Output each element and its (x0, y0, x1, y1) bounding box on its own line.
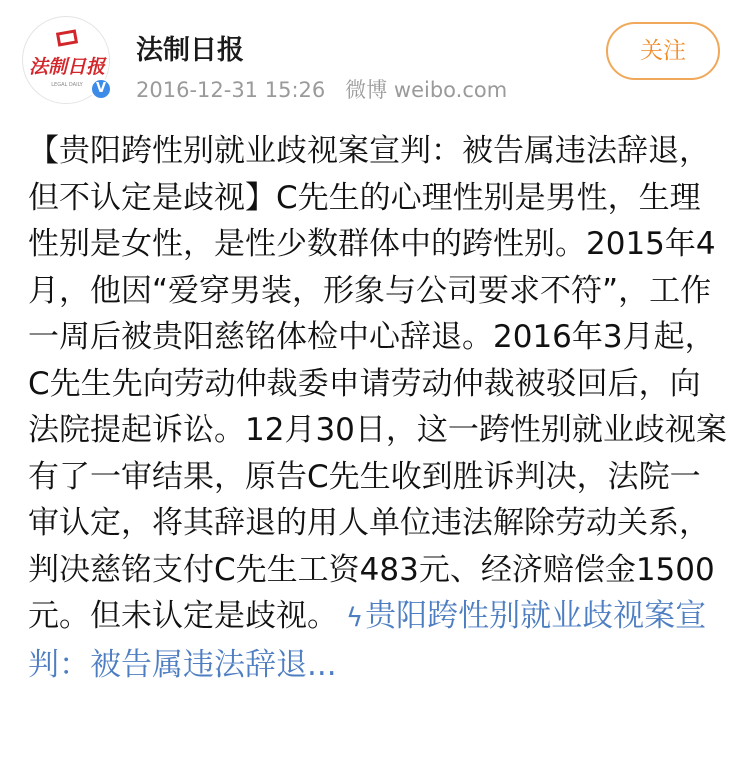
post-header (0, 0, 750, 118)
verified-badge-icon: V (90, 78, 112, 100)
post-source: 微博 weibo.com (345, 78, 508, 102)
svg-text:LEGAL DAILY: LEGAL DAILY (51, 82, 83, 88)
post-body (28, 128, 728, 688)
post-text: 【贵阳跨性别就业歧视案宣判：被告属违法辞退，但不认定是歧视】C先生的心理性别是男性，生理性别是女性，是性少数群体中的跨性别。2015年4月，他因“爱穿男装，形象与公司要求不符”，工作一周后被贵阳慈铭体检中心辞退。2016年3月起，C先生先向劳动仲裁委申请劳动仲裁被驳回后，向法院提起诉讼。12月30日，这一跨性别就业歧视案有了一审结果，原告C先生收到胜诉判决，法院一审认定，将其辞退的用人单位违法解除劳动关系，判决慈铭支付C先生工资483元、经济赔偿金1500元。但未认定是歧视。 (28, 133, 727, 634)
article-link[interactable]: 贵阳跨性别就业歧视案宣判：被告属违法辞退... (28, 598, 707, 683)
post-timestamp: 2016-12-31 15:26 (136, 78, 326, 102)
lightning-icon[interactable]: ϟ (346, 603, 364, 633)
post-meta (136, 74, 507, 104)
follow-button[interactable]: 关注 (606, 22, 720, 80)
account-name[interactable]: 法制日报 (136, 35, 244, 66)
svg-text:法制日报: 法制日报 (28, 56, 106, 78)
avatar[interactable] (22, 16, 110, 104)
